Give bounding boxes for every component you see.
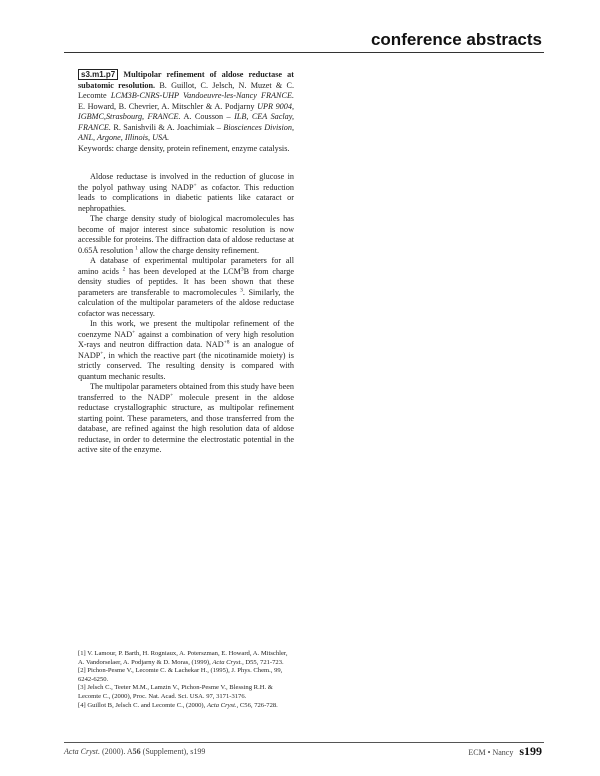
authors-3: A. Cousson – — [183, 112, 231, 121]
abstract-header — [78, 70, 294, 144]
paragraph-3: A database of experimental multipolar parameters for all amino acids $^2$ has been developed at the LCM$^3$B from charge density studies of peptides. It has been shown that these parameters are transferable to macromolecules $^3$. Similarly, the calculation of the multipolar parameters of the aldose reductase cofactor was necessary. — [78, 256, 294, 318]
reference-1: [1] V. Lamour, P. Barth, H. Rogniaux, A. Poterszman, E. Howard, A. Mitschler, A. Vandorselaer, A. Podjarny & D. Moras, (1999), Acta Cryst., D55, 721-723. — [78, 650, 288, 666]
affiliation-2: UPR 9004, IGBMC,Strasbourg, FRANCE. — [78, 101, 294, 121]
header-rule — [64, 52, 544, 53]
conference-label: ECM • Nancy — [468, 748, 514, 757]
paragraph-2: The charge density study of biological macromolecules has become of major interest since subatomic resolution is now accessible for proteins. The diffraction data of aldose reductase at 0.65Å resolution $^1$ allow the charge density refinement. — [78, 214, 294, 255]
reference-4: [4] Guillot B, Jelsch C. and Lecomte C., (2000), Acta Cryst., C56, 726-728. — [78, 701, 278, 709]
keywords: Keywords: charge density, protein refinement, enzyme catalysis. — [78, 143, 290, 153]
affiliation-1: LCM3B-CNRS-UHP Vandoeuvre-les-Nancy FRANCE. — [110, 91, 294, 100]
reference-2: [2] Pichon-Pesme V., Lecomte C. & Lachekar H., (1995), J. Phys. Chem., 99, 6242-6250. — [78, 667, 283, 683]
paragraph-1: Aldose reductase is involved in the reduction of glucose in the polyol pathway using NADP+ as cofactor. This reduction leads to complications in diabetic patients like cataract or nephropathies. — [78, 172, 294, 213]
abstract-code: s3.m1.p7 — [78, 69, 118, 80]
abstract-body — [78, 172, 294, 456]
references — [78, 650, 294, 710]
authors-2: E. Howard, B. Chevrier, A. Mitschler & A. Podjarny — [78, 101, 255, 111]
paragraph-5: The multipolar parameters obtained from this study have been transferred to the NADP+ molecule present in the aldose reductase crystallographic structure, as multipolar refinement starting point. These parameters, and those transferred from the database, are refined against the high resolution data of aldose reductase, in order to determine the electrostatic potential in the active site of the enzyme. — [78, 382, 294, 454]
abstract-column — [78, 70, 294, 456]
paragraph-4: In this work, we present the multipolar refinement of the coenzyme NAD+ against a combination of very high resolution X-rays and neutron diffraction data. $NAD^{+8}$ is an analogue of NADP+, in which the reactive part (the nicotinamide moiety) is strictly conserved. The resulting density is compared with quantum mechanic results. — [78, 319, 294, 381]
affiliation-3: ILB, CEA Saclay, FRANCE. — [78, 112, 294, 132]
authors-4: R. Sanishvili & A. Joachimiak – — [113, 122, 221, 132]
section-title: conference abstracts — [370, 30, 542, 49]
page-number: s199 — [519, 744, 542, 758]
footer-rule — [64, 742, 544, 743]
authors-1: B. Guillot, C. Jelsch, N. Muzet & C. Lecomte — [78, 80, 294, 100]
affiliation-4: Biosciences Division, ANL, Argone, Illinois, USA. — [78, 122, 295, 142]
reference-3: [3] Jelsch C., Teeter M.M., Lamzin V., Pichon-Pesme V., Blessing R.H. & Lecomte C., (2000), Proc. Nat. Acad. Sci. USA. 97, 3171-3176. — [78, 684, 273, 700]
abstract-title: Multipolar refinement of aldose reductase at subatomic resolution. — [78, 70, 294, 90]
footer-page-info — [468, 744, 542, 759]
footer-citation: Acta Cryst. (2000). A56 (Supplement), s199 — [64, 747, 206, 756]
